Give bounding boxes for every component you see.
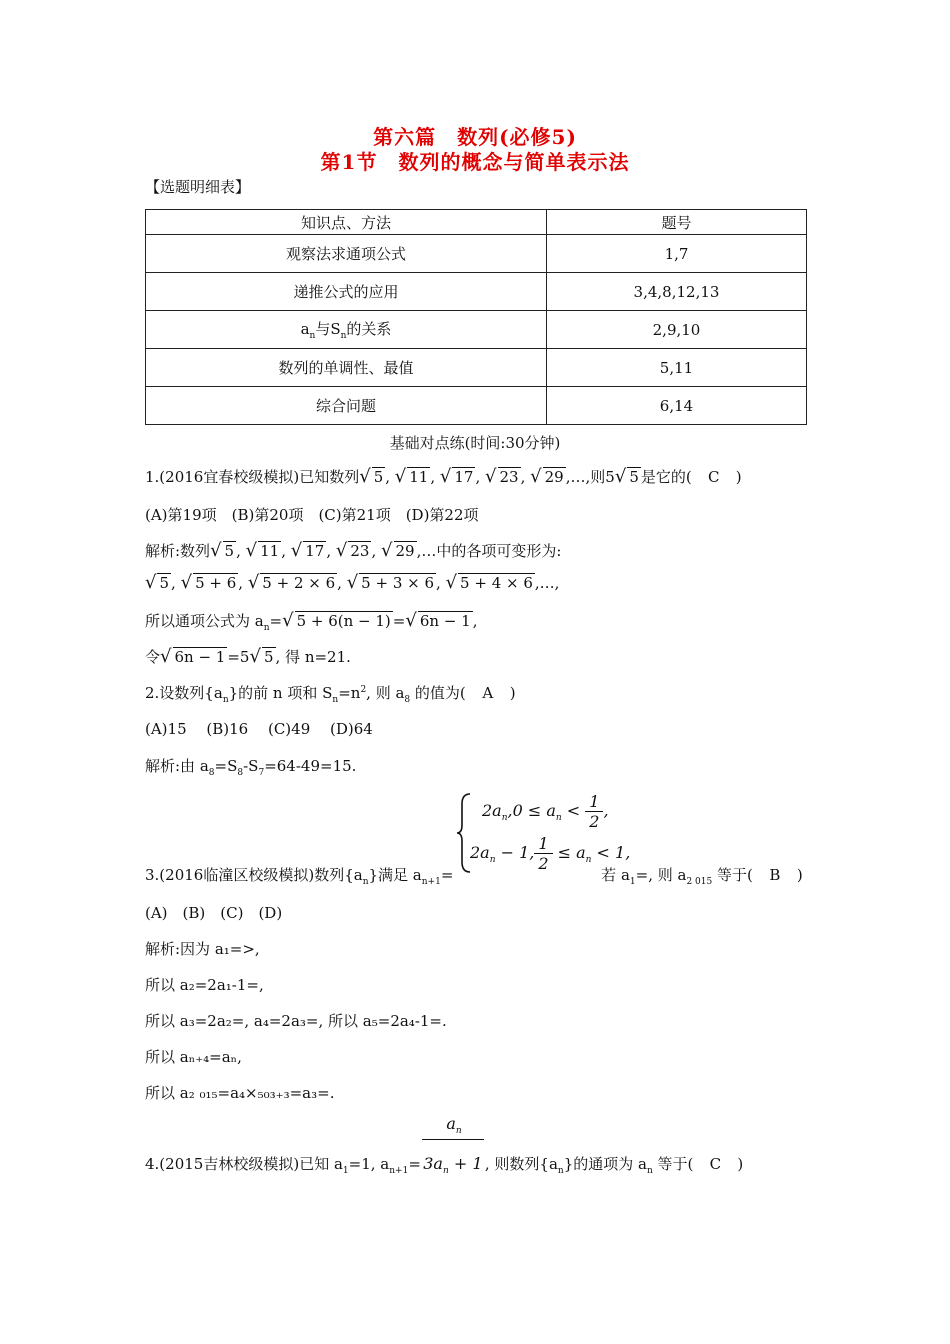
q3-piece-2: $2a_n - 1$, $\frac{1}{2}$ ≤ $a_n < 1$, — [470, 834, 631, 873]
table-row — [146, 273, 807, 311]
table-cell-topic: 递推公式的应用 — [146, 273, 547, 311]
q2-sol-mid: =S — [214, 757, 238, 775]
table-header-topic: 知识点、方法 — [146, 210, 547, 235]
table-cell-number: 2,9,10 — [547, 311, 807, 349]
table-caption: 【选题明细表】 — [145, 178, 251, 196]
table-cell-number: 3,4,8,12,13 — [547, 273, 807, 311]
practice-title: 基础对点练(时间:30分钟) — [389, 434, 561, 452]
q3-solution-line: 所以 a₃=2a₂=, a₄=2a₃=, 所以 a₅=2a₄-1=. — [145, 1012, 447, 1030]
q1-transform-line: √ 5 , √ 5 + 6 , √ 5 + 2 × 6 , √ 5 + 3 × 6 , √ 5 + 4 × 6 ,…, — [145, 572, 560, 593]
table-row — [146, 311, 807, 349]
q1-radicand: 23 — [350, 542, 370, 560]
q1-options: (A)第19项 (B)第20项 (C)第21项 (D)第22项 — [145, 506, 479, 524]
q3-solution-line: 所以 a₂=2a₁-1=, — [145, 976, 264, 994]
table-cell-topic: 综合问题 — [146, 387, 547, 425]
q3-piece-1: $2a_n,0 \le a_n$ < $\frac{1}{2}$ , — [482, 792, 609, 831]
q4-answer: C — [709, 1155, 722, 1173]
q1-transform-radicand: 5 + 6 — [195, 574, 237, 592]
q2-solution: 解析:由 $a_8=S_8-S_7=64-49=15$. — [145, 757, 357, 778]
q1-transform-radicand: 5 — [159, 574, 170, 592]
q1-radicand: 29 — [395, 542, 415, 560]
q2-stem: 2.设数列$\{a_n\}$的前 n 项和 $S_n=n^2$, 则 $a_8$ 的值为( A ) — [145, 684, 516, 705]
q3-answer: B — [769, 866, 781, 884]
q1-radicand: 11 — [260, 542, 280, 560]
q1-formula-line: 所以通项公式为 $a_n=√$ 5 + 6(n − 1) =√ 6n − 1 , — [145, 610, 478, 633]
table-row — [146, 349, 807, 387]
q1-stem: 1.(2016宜春校级模拟)已知数列√ 5 , √ 11 , √ 17 , √ 23 , √ 29 ,…,则5√ 5 是它的( C ) — [145, 466, 742, 487]
q1-radicand: 5 — [373, 468, 384, 486]
q1-formula-radicand: 6n − 1 — [419, 612, 471, 630]
table-header-row — [146, 210, 807, 235]
q1-let-prefix: 令 — [145, 648, 161, 666]
q1-let-mid: =5 — [227, 648, 250, 666]
q3-options: (A) (B) (C) (D) — [145, 904, 283, 922]
q1-solution-line: 解析:数列√ 5 , √ 11 , √ 17 , √ 23 , √ 29 ,…中的各项可变形为: — [145, 540, 562, 561]
q1-let-line: 令√ 6n − 1 =5√ 5 , 得 n=21. — [145, 646, 351, 667]
q1-let-radicand: 6n − 1 — [174, 648, 226, 666]
q3-prefix: 3.(2016临潼区校级模拟)数列{a — [145, 866, 363, 884]
q1-tail: 是它的( — [640, 468, 692, 486]
q4-fraction-bar — [422, 1139, 484, 1140]
q1-transform-radicand: 5 + 2 × 6 — [262, 574, 336, 592]
q1-sol-tail: ,…中的各项可变形为: — [416, 542, 562, 560]
table-cell-number: 6,14 — [547, 387, 807, 425]
table-cell-topic: $a_n$与$S_n$的关系 — [146, 311, 547, 349]
half-fraction: $\frac{1}{2}$ — [585, 792, 603, 831]
q1-radicand: 17 — [454, 468, 474, 486]
q1-radicand: 29 — [544, 468, 564, 486]
q1-transform-radicand: 5 + 4 × 6 — [460, 574, 533, 592]
table-cell-topic: 观察法求通项公式 — [146, 235, 547, 273]
q4-stem: 4.(2015吉林校级模拟)已知 $a_1=1$, $a_{n+1}= 3a_n + 1$ , 则数列$\{a_n\}$的通项为 $a_n$ 等于( C ) — [145, 1154, 744, 1177]
table-cell-number: 5,11 — [547, 349, 807, 387]
q2-sol-val: =64-49=15. — [264, 757, 357, 775]
q4-prefix: 4.(2015吉林校级模拟)已知 a — [145, 1155, 343, 1173]
table-cell-topic: 数列的单调性、最值 — [146, 349, 547, 387]
q1-transform-radicand: 5 + 3 × 6 — [361, 574, 435, 592]
q3-stem: 3.(2016临潼区校级模拟)数列$\{a_n\}$满足 $a_{n+1}=$ 若 $a_1=$, 则 $a_{2 015}$ 等于( B ) — [145, 866, 803, 887]
q1-radicand: 5 — [224, 542, 235, 560]
q3-solution-line: 解析:因为 a₁=>, — [145, 940, 260, 958]
q1-radicand: 17 — [305, 542, 325, 560]
q1-mid: ,…,则5 — [565, 468, 615, 486]
q2-options: (A)15 (B)16 (C)49 (D)64 — [145, 720, 373, 738]
q1-formula-radicand: 5 + 6(n − 1) — [296, 612, 391, 630]
q1-sol-prefix: 解析:数列 — [145, 542, 211, 560]
q1-answer: C — [707, 468, 720, 486]
q1-radicand: 23 — [499, 468, 519, 486]
q2-answer: A — [482, 684, 494, 702]
q1-radicand: 11 — [409, 468, 429, 486]
q3-solution-line: 所以 aₙ₊₄=aₙ, — [145, 1048, 242, 1066]
half-fraction: $\frac{1}{2}$ — [534, 834, 552, 873]
chapter-title: 第六篇 数列(必修5) — [373, 125, 577, 149]
table-header-number: 题号 — [547, 210, 807, 235]
table-row — [146, 235, 807, 273]
q1-prefix: 1.(2016宜春校级模拟)已知数列 — [145, 468, 360, 486]
topic-table — [145, 209, 807, 425]
q3-solution-line: 所以 a₂ ₀₁₅=a₄×₅₀₃₊₃=a₃=. — [145, 1084, 335, 1102]
q1-formula-prefix: 所以通项公式为 a — [145, 612, 264, 630]
q1-let-tail: , 得 n=21. — [275, 648, 351, 666]
q1-radicand: 5 — [263, 648, 274, 666]
q2-text: 2.设数列{a — [145, 684, 223, 702]
table-cell-number: 1,7 — [547, 235, 807, 273]
section-title: 第1节 数列的概念与简单表示法 — [320, 150, 630, 174]
q4-fraction-numerator: $a_n$ — [446, 1114, 462, 1137]
q2-sol-prefix: 解析:由 a — [145, 757, 209, 775]
table-row — [146, 387, 807, 425]
q1-radicand: 5 — [629, 468, 639, 486]
